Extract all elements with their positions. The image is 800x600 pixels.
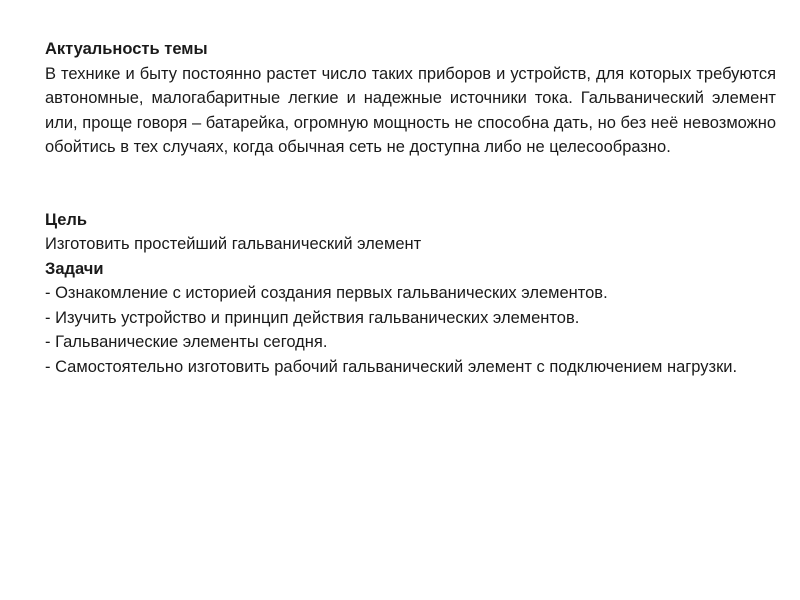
task-item: - Гальванические элементы сегодня. [45,333,328,351]
relevance-heading: Актуальность темы [45,40,208,58]
slide-content [45,37,776,379]
tasks-section [45,257,776,380]
task-item: - Ознакомление с историей создания первых гальванических элементов. [45,284,608,302]
tasks-heading: Задачи [45,259,104,278]
goal-heading: Цель [45,210,88,229]
task-item: - Самостоятельно изготовить рабочий гальванический элемент с подключением нагрузки. [45,357,738,376]
goal-section [45,208,776,257]
goal-text: Изготовить простейший гальванический элемент [45,235,422,253]
relevance-text: В технике и быту постоянно растет число таких приборов и устройств, для которых требуются автономные, малогабаритные легкие и надежные источники тока. Гальванический элемент или, проще говоря – батарейка, огромную мощность не способна дать, но без неё невозможно обойтись в тех случаях, когда обычная сеть не доступна либо не целесообразно. [45,64,776,156]
relevance-section [45,37,776,160]
task-item: - Изучить устройство и принцип действия гальванических элементов. [45,308,580,327]
